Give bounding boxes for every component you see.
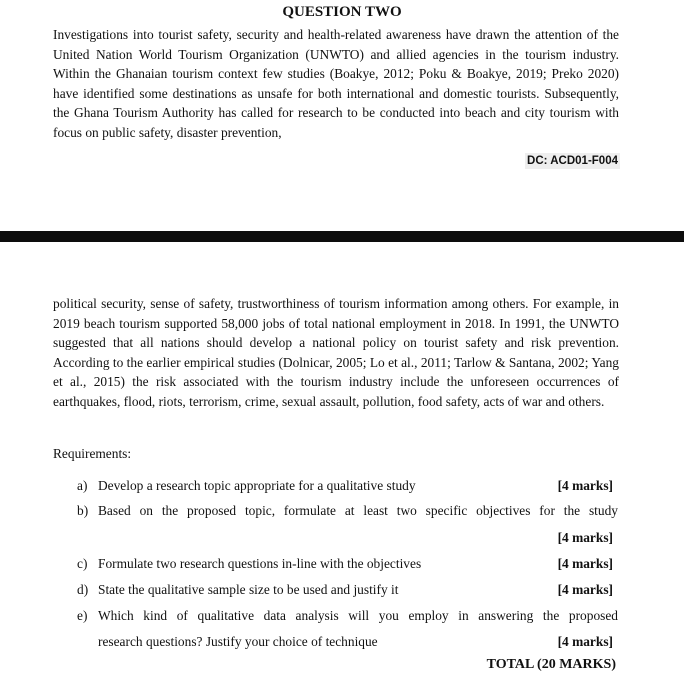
document-code: DC: ACD01-F004: [527, 155, 618, 167]
requirements-title: Requirements:: [53, 446, 132, 461]
requirement-text: State the qualitative sample size to be used and justify it: [98, 582, 399, 597]
intro-paragraph: Investigations into tourist safety, security and health-related awareness have drawn the attention of the United Nation World Tourism Organization (UNWTO) and allied agencies in the tourism industry. Within the Ghanaian tourism context few studies (Boakye, 2012; Poku & Boakye, 2019; Preko 2020) have identified some destinations as unsafe for both international and domestic tourists. Subsequently, the Ghana Tourism Authority has called for research to be conducted into beach and city tourism with focus on public safety, disaster prevention,: [53, 27, 619, 140]
question-heading: QUESTION TWO: [282, 4, 402, 20]
requirement-text: Develop a research topic appropriate for a qualitative study: [98, 478, 416, 493]
continuation-paragraph: political security, sense of safety, trustworthiness of tourism information among others. For example, in 2019 beach tourism supported 58,000 jobs of total national employment in 2018. In 1991, the UNWTO suggested that all nations should develop a national policy on tourist safety and risk prevention. According to the earlier empirical studies (Dolnicar, 2005; Lo et al., 2011; Tarlow & Santana, 2002; Yang et al., 2015) the risk associated with the tourism industry include the unforeseen occurrences of earthquakes, flood, riots, terrorism, crime, sexual assault, pollution, food safety, acts of war and others.: [53, 296, 619, 409]
requirement-marks: [4 marks]: [557, 478, 613, 493]
requirement-marks: [4 marks]: [557, 530, 613, 545]
requirement-text: Formulate two research questions in-line with the objectives: [98, 556, 422, 571]
requirement-marks: [4 marks]: [557, 556, 613, 571]
requirement-letter: d): [77, 582, 89, 597]
requirement-text: Based on the proposed topic, formulate at least two specific objectives for the study: [98, 503, 618, 518]
requirement-letter: c): [77, 556, 88, 571]
page-divider: [0, 231, 684, 242]
total-marks: TOTAL (20 MARKS): [486, 657, 616, 672]
requirement-letter: a): [77, 478, 88, 493]
requirement-marks: [4 marks]: [557, 582, 613, 597]
requirement-letter: e): [77, 608, 88, 623]
requirement-text-continued: research questions? Justify your choice of technique: [98, 634, 378, 649]
requirement-marks: [4 marks]: [557, 634, 613, 649]
requirement-text: Which kind of qualitative data analysis will you employ in answering the proposed: [98, 608, 618, 623]
requirement-letter: b): [77, 503, 89, 518]
